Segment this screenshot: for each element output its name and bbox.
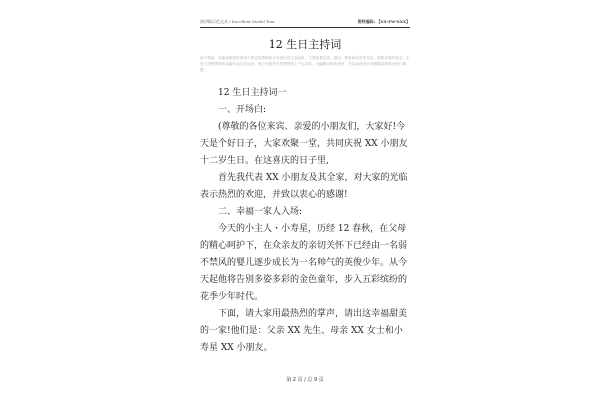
header-right-text: 资料编码: 【XX-FW-XXX】 (357, 19, 410, 24)
paragraph-introduce-family: 下面，请大家用最热烈的掌声，请出这幸福甜美的一家!他们是：父亲 XX 先生、母亲 XX 女士和小寿星 XX 小朋友。 (200, 309, 408, 353)
intro-note: 用户指南：该演讲稿资料适用于特定的情境场合中进行语言表达时，主要起着宣传、鼓动、教育和欣赏等作用，把演讲者的观点、主张与思想感情传达给听众以及读者，使之信服并在思想感情上产生共鸣。可编辑可修改使用，在实际使用中请根据具体情况进行调整。 (200, 56, 410, 72)
document-body (200, 85, 410, 357)
paragraph-welcome: (尊敬的各位来宾、亲爱的小朋友们，大家好!今天是个好日子，大家欢聚一堂，共同庆祝 XX 小朋友十二岁生日。在这喜庆的日子里, (200, 122, 408, 166)
section-heading-opening: 一、开场白: (218, 105, 267, 115)
paragraph-growth: 今天的小主人・小寿星，历经 12 春秋，在父母的精心呵护下，在众亲友的亲切关怀下已经由一名弱不禁风的婴儿逐步成长为一名帅气的英俊少年。从今天起他将告别多姿多彩的金色童年，步入五彩缤纷的花季少年时代。 (200, 224, 408, 302)
page-header (200, 19, 410, 27)
page-footer: 第 2 页 / 总 9 页 (286, 377, 324, 383)
section-heading-family: 二、幸福一家人入场: (218, 207, 303, 217)
section-heading-1: 12 生日主持词一 (218, 88, 287, 98)
header-divider (200, 27, 410, 28)
paragraph-thanks: 首先我代表 XX 小朋友及其全家，对大家的光临表示热烈的欢迎，并致以衷心的感谢! (200, 173, 408, 200)
document-title: 12 生日主持词 (268, 38, 342, 51)
header-left-text: 演讲稿示范文本 | Excellent Model Text (200, 19, 275, 24)
